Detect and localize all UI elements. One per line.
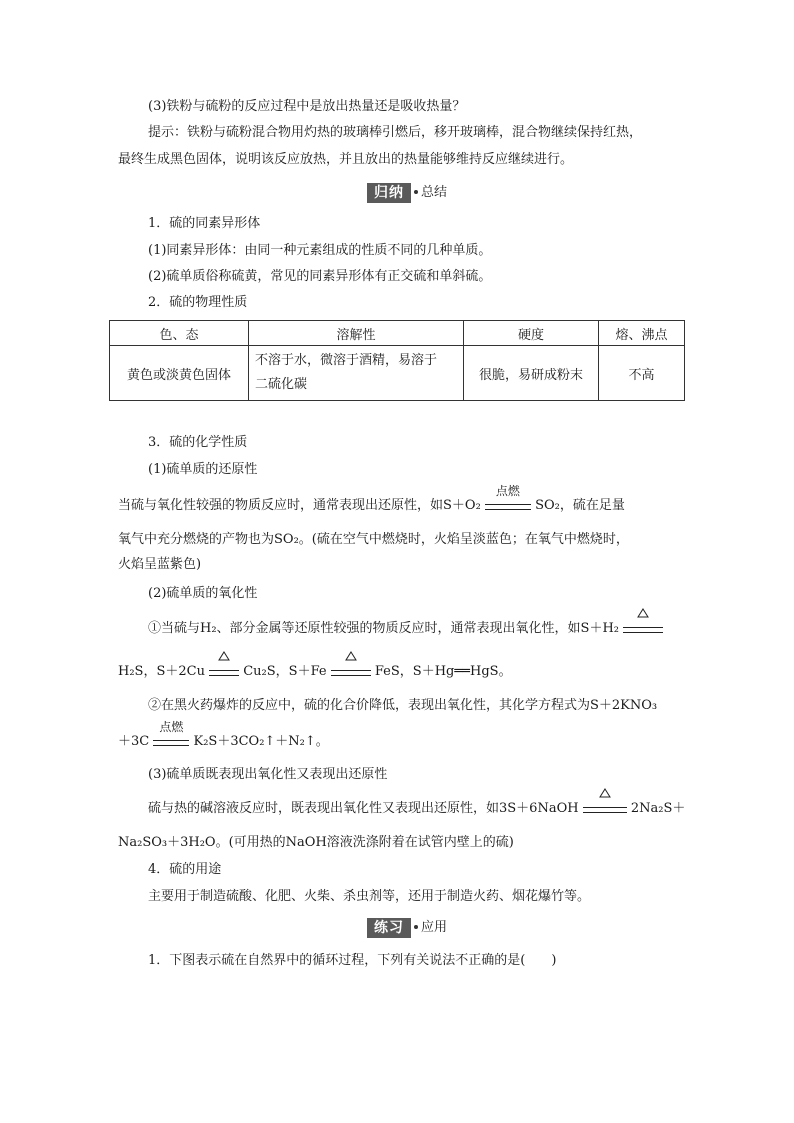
table-cell-color-state: 黄色或淡黄色固体 bbox=[110, 346, 249, 401]
reaction-arrow bbox=[153, 720, 189, 751]
both-line-2: Na₂SO₃＋3H₂O。(可用热的NaOH溶液洗涤附着在试管内壁上的硫) bbox=[118, 835, 514, 850]
reducing-line-1 bbox=[118, 484, 625, 515]
reaction-arrow bbox=[331, 663, 371, 681]
uses-text: 主要用于制造硫酸、化肥、火柴、杀虫剂等，还用于制造火药、烟花爆竹等。 bbox=[148, 889, 591, 904]
both-text: 硫与热的碱溶液反应时，既表现出氧化性又表现出还原性，如3S＋6NaOH bbox=[148, 801, 579, 816]
table-header-cell: 溶解性 bbox=[249, 321, 464, 346]
solubility-line-2: 二硫化碳 bbox=[255, 377, 308, 392]
question-1: 1．下图表示硫在自然界中的循环过程，下列有关说法不正确的是( ) bbox=[148, 953, 557, 968]
reducing-line-3: 火焰呈蓝紫色) bbox=[118, 557, 202, 572]
solubility-line-1: 不溶于水，微溶于酒精，易溶于 bbox=[255, 353, 438, 368]
practice-banner-box: 练习 bbox=[367, 918, 411, 938]
allotropes-item-2: (2)硫单质俗称硫黄，常见的同素异形体有正交硫和单斜硫。 bbox=[148, 269, 492, 284]
reaction-arrow bbox=[583, 800, 627, 818]
equation-part: Cu₂S，S＋Fe bbox=[243, 664, 327, 679]
practice-banner-suffix: 应用 bbox=[421, 920, 448, 935]
reaction-arrow bbox=[485, 484, 531, 515]
uses-heading: 4．硫的用途 bbox=[148, 862, 222, 877]
oxidizing-heading: (2)硫单质的氧化性 bbox=[148, 586, 258, 601]
heat-triangle-icon bbox=[599, 788, 611, 798]
equation-part: H₂S，S＋2Cu bbox=[118, 664, 205, 679]
chemical-heading: 3．硫的化学性质 bbox=[148, 435, 248, 450]
equation-part: ＋3C bbox=[118, 734, 150, 749]
table-header-row bbox=[110, 321, 685, 346]
hint-line-1: 提示：铁粉与硫粉混合物用灼热的玻璃棒引燃后，移开玻璃棒，混合物继续保持红热， bbox=[148, 125, 643, 140]
equation-part: FeS，S＋Hg══HgS。 bbox=[374, 664, 512, 679]
heat-triangle-icon bbox=[637, 608, 649, 618]
table-header-cell: 硬度 bbox=[464, 321, 599, 346]
reaction-arrow bbox=[209, 663, 239, 681]
reducing-line-2: 氧气中充分燃烧的产物也为SO₂。(硫在空气中燃烧时，火焰呈淡蓝色；在氧气中燃烧时， bbox=[118, 532, 629, 547]
summary-banner-suffix: 总结 bbox=[421, 185, 448, 200]
equation-rhs: SO₂，硫在足量 bbox=[535, 498, 625, 513]
oxidizing-para-2-cont bbox=[118, 720, 329, 751]
table-header-cell: 熔、沸点 bbox=[599, 321, 685, 346]
equation-part: 2Na₂S＋ bbox=[630, 801, 686, 816]
oxidizing-para-1 bbox=[148, 620, 663, 638]
heat-triangle-icon bbox=[345, 651, 357, 661]
both-heading: (3)硫单质既表现出氧化性又表现出还原性 bbox=[148, 767, 388, 782]
physical-properties-table bbox=[109, 320, 685, 401]
allotropes-heading: 1．硫的同素异形体 bbox=[148, 216, 261, 231]
table-cell-mp-bp: 不高 bbox=[599, 346, 685, 401]
summary-banner-box: 归纳 bbox=[367, 183, 411, 203]
equation-part: K₂S＋3CO₂↑＋N₂↑。 bbox=[193, 734, 329, 749]
equation-lhs: S＋O₂ bbox=[443, 498, 481, 513]
table-header-cell: 色、态 bbox=[110, 321, 249, 346]
oxidizing-para-1-cont bbox=[118, 663, 512, 681]
heat-triangle-icon bbox=[218, 651, 230, 661]
banner-dot-icon bbox=[414, 925, 418, 929]
both-line-1 bbox=[148, 800, 685, 818]
question-3: (3)铁粉与硫粉的反应过程中是放出热量还是吸收热量？ bbox=[148, 99, 466, 114]
reaction-condition: 点燃 bbox=[495, 484, 520, 498]
reaction-arrow bbox=[623, 620, 663, 638]
banner-dot-icon bbox=[414, 190, 418, 194]
table-cell-hardness: 很脆，易研成粉末 bbox=[464, 346, 599, 401]
reaction-condition: 点燃 bbox=[159, 720, 184, 734]
summary-banner bbox=[0, 182, 794, 206]
hint-line-2: 最终生成黑色固体，说明该反应放热，并且放出的热量能够维持反应继续进行。 bbox=[118, 152, 574, 167]
oxidizing-para-2: ②在黑火药爆炸的反应中，硫的化合价降低，表现出氧化性，其化学方程式为S＋2KNO₃ bbox=[148, 698, 658, 713]
physical-heading: 2．硫的物理性质 bbox=[148, 295, 248, 310]
table-row bbox=[110, 346, 685, 401]
table-cell-solubility bbox=[249, 346, 464, 401]
allotropes-item-1: (1)同素异形体：由同一种元素组成的性质不同的几种单质。 bbox=[148, 243, 492, 258]
practice-banner bbox=[0, 917, 794, 941]
oxidizing-text: ①当硫与H₂、部分金属等还原性较强的物质反应时，通常表现出氧化性，如S＋H₂ bbox=[148, 621, 620, 636]
reducing-heading: (1)硫单质的还原性 bbox=[148, 462, 258, 477]
reducing-text: 当硫与氧化性较强的物质反应时，通常表现出还原性，如 bbox=[118, 498, 444, 513]
